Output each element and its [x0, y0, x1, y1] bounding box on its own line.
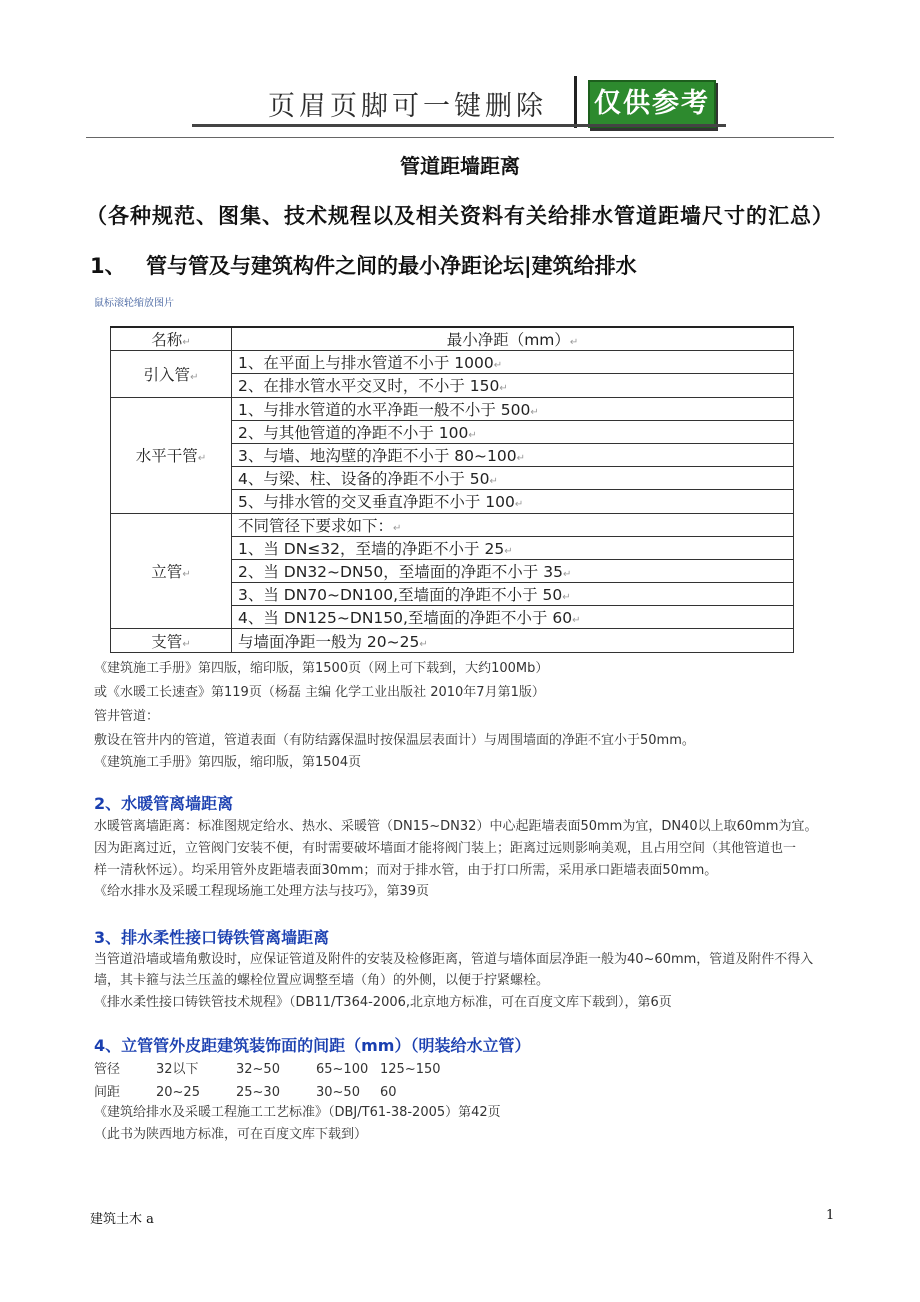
table-cell: 30~50 [316, 1085, 360, 1100]
table-cell: 3、与墙、地沟壁的净距不小于 80~100↵ [232, 443, 794, 466]
section-2-heading: 2、水暖管离墙距离 [94, 794, 234, 813]
page-number: 1 [826, 1208, 835, 1223]
table-header-name: 名称↵ [111, 327, 232, 351]
reference-line: 《排水柔性接口铸铁管技术规程》（DB11/T364-2006,北京地方标准，可在百度文库下载到），第6页 [94, 995, 672, 1010]
table-header-value: 最小净距（mm）↵ [232, 327, 794, 351]
table-cell: 4、与梁、柱、设备的净距不小于 50↵ [232, 467, 794, 490]
paragraph-line: 敷设在管井内的管道，管道表面（有防结露保温时按保温层表面计）与周围墙面的净距不宜小于50mm。 [94, 733, 695, 748]
table-cell: 125~150 [380, 1062, 441, 1077]
image-caption: 鼠标滚轮缩放图片 [94, 298, 174, 309]
table-cell: 不同管径下要求如下：↵ [232, 513, 794, 536]
reference-line: 《建筑施工手册》第四版，缩印版，第1500页（网上可下载到，大约100Mb） [94, 661, 549, 676]
paragraph-line: 因为距离过近，立管阀门安装不便，有时需要破坏墙面才能将阀门装上；距离过远则影响美观，且占用空间（其他管道也一 [94, 841, 797, 856]
pipe-size-row [94, 1058, 441, 1077]
table-cell: 1、在平面上与排水管道不小于 1000↵ [232, 351, 794, 374]
table-cell: 25~30 [236, 1085, 280, 1100]
table-cell: 5、与排水管的交叉垂直净距不小于 100↵ [232, 490, 794, 513]
table-cell: 65~100 [316, 1062, 369, 1077]
clearance-table [110, 326, 794, 653]
page-title: 管道距墙距离 [400, 154, 520, 178]
table-row [111, 513, 794, 536]
table-cell: 3、当 DN70~DN100,至墙面的净距不小于 50↵ [232, 583, 794, 606]
section-1-heading [90, 250, 637, 280]
table-cell: 20~25 [156, 1085, 200, 1100]
table-row [111, 629, 794, 652]
table-cell: 管径 [94, 1062, 121, 1077]
table-cell: 2、当 DN32~DN50，至墙面的净距不小于 35↵ [232, 559, 794, 582]
section-4-heading: 4、立管管外皮距建筑装饰面的间距（mm）（明装给水立管） [94, 1036, 531, 1055]
table-cell: 1、当 DN≤32，至墙的净距不小于 25↵ [232, 536, 794, 559]
table-group-name: 支管↵ [111, 629, 232, 652]
table-cell: 32以下 [156, 1062, 199, 1077]
spacing-row [94, 1081, 397, 1100]
table-group-name: 立管↵ [111, 513, 232, 629]
reference-only-badge: 仅供参考 [588, 80, 716, 128]
paragraph-line: 墙，其卡箍与法兰压盖的螺栓位置应调整至墙（角）的外侧，以便于拧紧螺栓。 [94, 973, 550, 988]
table-cell: 间距 [94, 1085, 121, 1100]
table-header-row [111, 327, 794, 351]
paragraph-line: （此书为陕西地方标准，可在百度文库下载到） [94, 1127, 368, 1142]
page-subtitle: （各种规范、图集、技术规程以及相关资料有关给排水管道距墙尺寸的汇总） [86, 204, 834, 228]
table-cell: 32~50 [236, 1062, 280, 1077]
table-cell: 2、与其他管道的净距不小于 100↵ [232, 420, 794, 443]
paragraph-line: 当管道沿墙或墙角敷设时，应保证管道及附件的安装及检修距离，管道与墙体面层净距一般为40~60mm，管道及附件不得入 [94, 952, 814, 967]
section-1-title: 管与管及与建筑构件之间的最小净距论坛|建筑给排水 [146, 254, 637, 278]
reference-line: 《建筑施工手册》第四版，缩印版，第1504页 [94, 755, 362, 770]
header-rule [86, 137, 834, 138]
table-cell: 1、与排水管道的水平净距一般不小于 500↵ [232, 397, 794, 420]
reference-line: 《给水排水及采暖工程现场施工处理方法与技巧》，第39页 [94, 884, 430, 899]
paragraph-line: 水暖管离墙距离：标准图规定给水、热水、采暖管（DN15~DN32）中心起距墙表面50mm为宜，DN40以上取60mm为宜。 [94, 819, 818, 834]
header-divider [574, 76, 577, 128]
reference-line: 或《水暖工长速查》第119页（杨磊 主编 化学工业出版社 2010年7月第1版） [94, 685, 545, 700]
section-3-heading: 3、排水柔性接口铸铁管离墙距离 [94, 928, 330, 947]
table-row [111, 397, 794, 420]
table-cell: 4、当 DN125~DN150,至墙面的净距不小于 60↵ [232, 606, 794, 629]
paragraph-line: 样一清秋怀远）。均采用管外皮距墙表面30mm；而对于排水管，由于打口所需，采用承口距墙表面50mm。 [94, 863, 718, 878]
paragraph-line: 管井管道： [94, 709, 160, 724]
table-cell: 60 [380, 1085, 397, 1100]
table-group-name: 引入管↵ [111, 351, 232, 397]
reference-line: 《建筑给排水及采暖工程施工工艺标准》（DBJ/T61-38-2005）第42页 [94, 1105, 501, 1120]
header-underline [192, 124, 726, 127]
footer-text: 建筑土木 a [90, 1212, 154, 1227]
section-1-number: 1、 [90, 254, 126, 278]
table-cell: 2、在排水管水平交叉时，不小于 150↵ [232, 374, 794, 397]
table-cell: 与墙面净距一般为 20~25↵ [232, 629, 794, 652]
table-row [111, 351, 794, 374]
table-group-name: 水平干管↵ [111, 397, 232, 513]
header-banner-text: 页眉页脚可一键删除 [268, 91, 547, 122]
